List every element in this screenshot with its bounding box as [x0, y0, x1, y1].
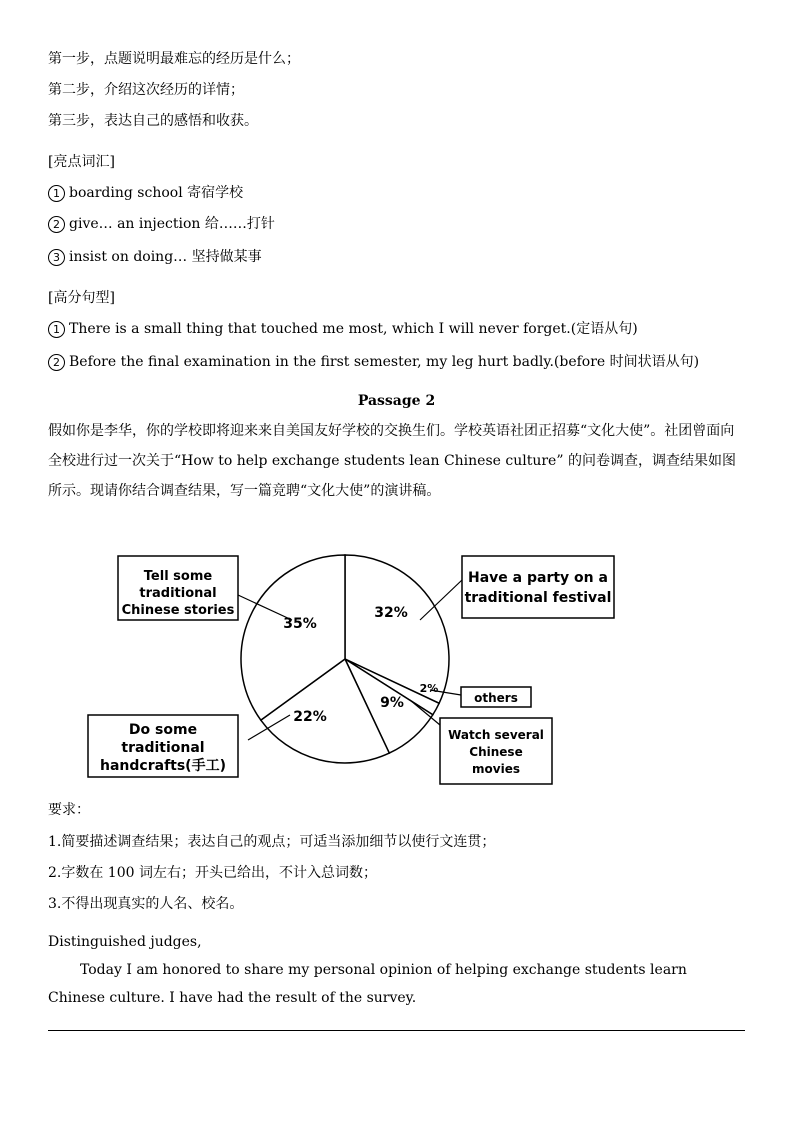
slice-percent: 9%	[380, 695, 404, 711]
passage-intro: 假如你是李华，你的学校即将迎来来自美国友好学校的交换生们。学校英语社团正招募“文化大使”。社团曾面向全校进行过一次关于“How to help exchange students lean Chinese culture” 的问卷调查，调查结果如图所示。现请你结合调查结果，写一篇竞聘“文化大使”的演讲稿。	[48, 423, 736, 499]
vocab-text: boarding school 寄宿学校	[69, 185, 244, 201]
answer-line	[48, 1030, 745, 1031]
legend-label-line: handcrafts(手工)	[100, 758, 226, 774]
legend-label-line: Tell some	[143, 569, 213, 584]
circled-number: 1	[48, 321, 65, 338]
requirement-item: 1.简要描述调查结果；表达自己的观点；可适当添加细节以使行文连贯；	[48, 834, 496, 850]
legend-label: others	[474, 691, 518, 705]
slice-percent: 32%	[374, 605, 408, 621]
requirement-item: 3.不得出现真实的人名、校名。	[48, 896, 244, 912]
vocab-text: give… an injection 给……打针	[69, 216, 275, 232]
vocab-item	[48, 183, 243, 203]
sentence-text: Before the final examination in the first semester, my leg hurt badly.(before 时间状语从句)	[69, 354, 700, 370]
circled-number: 3	[48, 249, 65, 266]
salutation: Distinguished judges,	[48, 934, 202, 950]
legend-label-line: Have a party on a	[468, 570, 608, 586]
legend-box	[462, 556, 614, 618]
sentence-heading: [高分句型]	[48, 290, 115, 306]
legend-label-line: traditional festival	[464, 590, 612, 606]
step-3: 第三步，表达自己的感悟和收获。	[48, 113, 258, 129]
legend-label-line: movies	[472, 762, 520, 776]
pie-slices	[241, 555, 449, 763]
slice-percent: 2%	[419, 682, 439, 695]
circled-number: 2	[48, 354, 65, 371]
legend-label-line: Chinese	[469, 745, 523, 759]
passage-title: Passage 2	[357, 393, 436, 409]
legend-label-line: Do some	[128, 722, 198, 738]
vocab-text: insist on doing… 坚持做某事	[69, 249, 262, 265]
vocab-item	[48, 247, 262, 267]
step-2: 第二步，介绍这次经历的详情；	[48, 82, 244, 98]
step-1: 第一步，点题说明最难忘的经历是什么；	[48, 51, 300, 67]
vocab-item	[48, 214, 275, 234]
circled-number: 1	[48, 185, 65, 202]
opening-paragraph: Today I am honored to share my personal opinion of helping exchange students learn Chinese culture. I have had the result of the survey.	[48, 962, 687, 1006]
pie-chart	[80, 540, 640, 790]
legend-label-line: traditional	[121, 740, 205, 756]
vocab-heading: [亮点词汇]	[48, 154, 115, 170]
legend-label-line: Watch several	[448, 728, 544, 742]
legend-label-line: traditional	[139, 586, 217, 601]
sentence-item	[48, 352, 699, 372]
requirement-item: 2.字数在 100 词左右；开头已给出，不计入总词数；	[48, 865, 377, 881]
requirements-heading: 要求：	[48, 802, 90, 818]
slice-percent: 35%	[283, 616, 317, 632]
legend-label-line: Chinese stories	[121, 603, 235, 618]
sentence-item	[48, 319, 638, 339]
sentence-text: There is a small thing that touched me most, which I will never forget.(定语从句)	[69, 321, 638, 337]
slice-percent: 22%	[293, 709, 327, 725]
circled-number: 2	[48, 216, 65, 233]
